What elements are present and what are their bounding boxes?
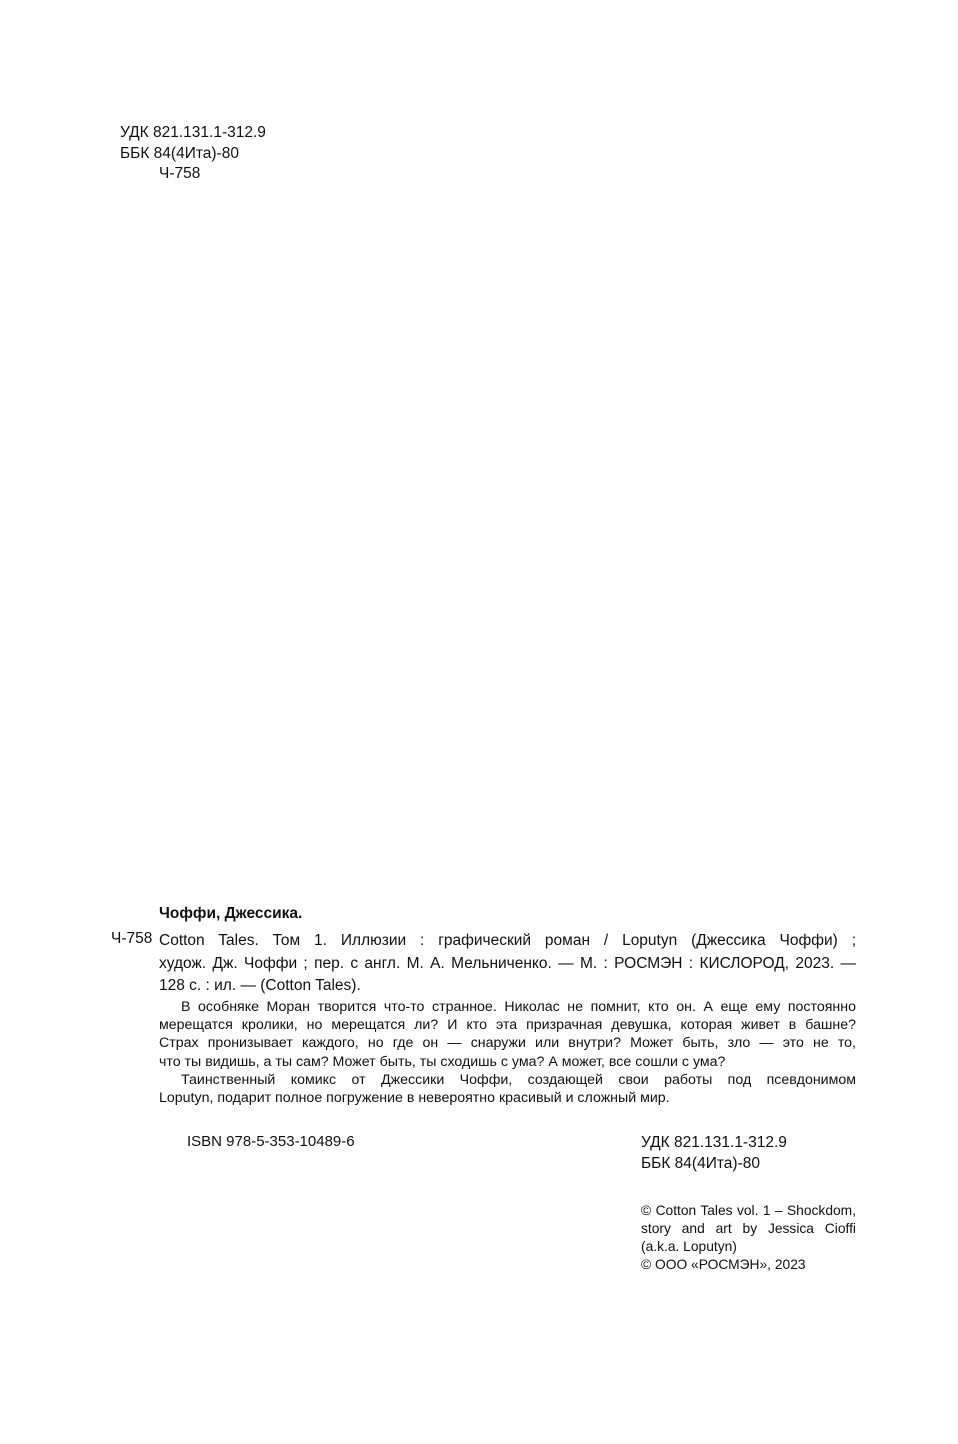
annotation-line: что ты видишь, а ты сам? Может быть, ты сходишь с ума? А может, все сошли с ума? [159,1053,726,1070]
biblio-line: Cotton Tales. Том 1. Иллюзии : графический роман / Loputyn (Джессика Чоффи) ; [159,932,856,949]
biblio-line: худож. Дж. Чоффи ; пер. с англ. М. А. Мельниченко. — М. : РОСМЭН : КИСЛОРОД, 2023. — [159,954,856,972]
annotation [159,998,856,1107]
bibliographic-description [159,930,856,998]
bbk-code: ББК 84(4Ита)-80 [120,144,239,162]
copyright-notice [641,1202,856,1274]
author-mark: Ч-758 [159,165,201,182]
annotation-line: Страх пронизывает каждого, но где он — снаружи или внутри? Может быть, зло — это не то, [159,1035,856,1052]
isbn: ISBN 978-5-353-10489-6 [187,1133,355,1150]
annotation-line: Loputyn, подарит полное погружение в невероятно красивый и сложный мир. [159,1090,670,1107]
copyright-line: (a.k.a. Loputyn) [641,1239,737,1254]
annotation-line: мерещатся кролики, но мерещатся ли? И кто эта призрачная девушка, которая живет в башне? [159,1017,856,1034]
udk-code: УДК 821.131.1-312.9 [120,124,266,141]
annotation-line: Таинственный комикс от Джессики Чоффи, создающей свои работы под псевдонимом [181,1071,856,1088]
classification-codes-top [120,123,266,185]
copyright-line: © Cotton Tales vol. 1 – Shockdom, [641,1203,856,1218]
record-author: Чоффи, Джессика. [159,905,303,922]
udk-code: УДК 821.131.1-312.9 [641,1134,787,1151]
classification-codes-bottom [641,1133,787,1174]
copyright-line: story and art by Jessica Cioffi [641,1221,856,1236]
bbk-code: ББК 84(4Ита)-80 [641,1154,760,1172]
record-author-mark: Ч-758 [111,930,153,947]
biblio-line: 128 с. : ил. — (Cotton Tales). [159,977,361,994]
copyright-line: © ООО «РОСМЭН», 2023 [641,1257,806,1272]
annotation-line: В особняке Моран творится что-то странное. Николас не помнит, кто он. А еще ему постоянно [181,999,856,1015]
